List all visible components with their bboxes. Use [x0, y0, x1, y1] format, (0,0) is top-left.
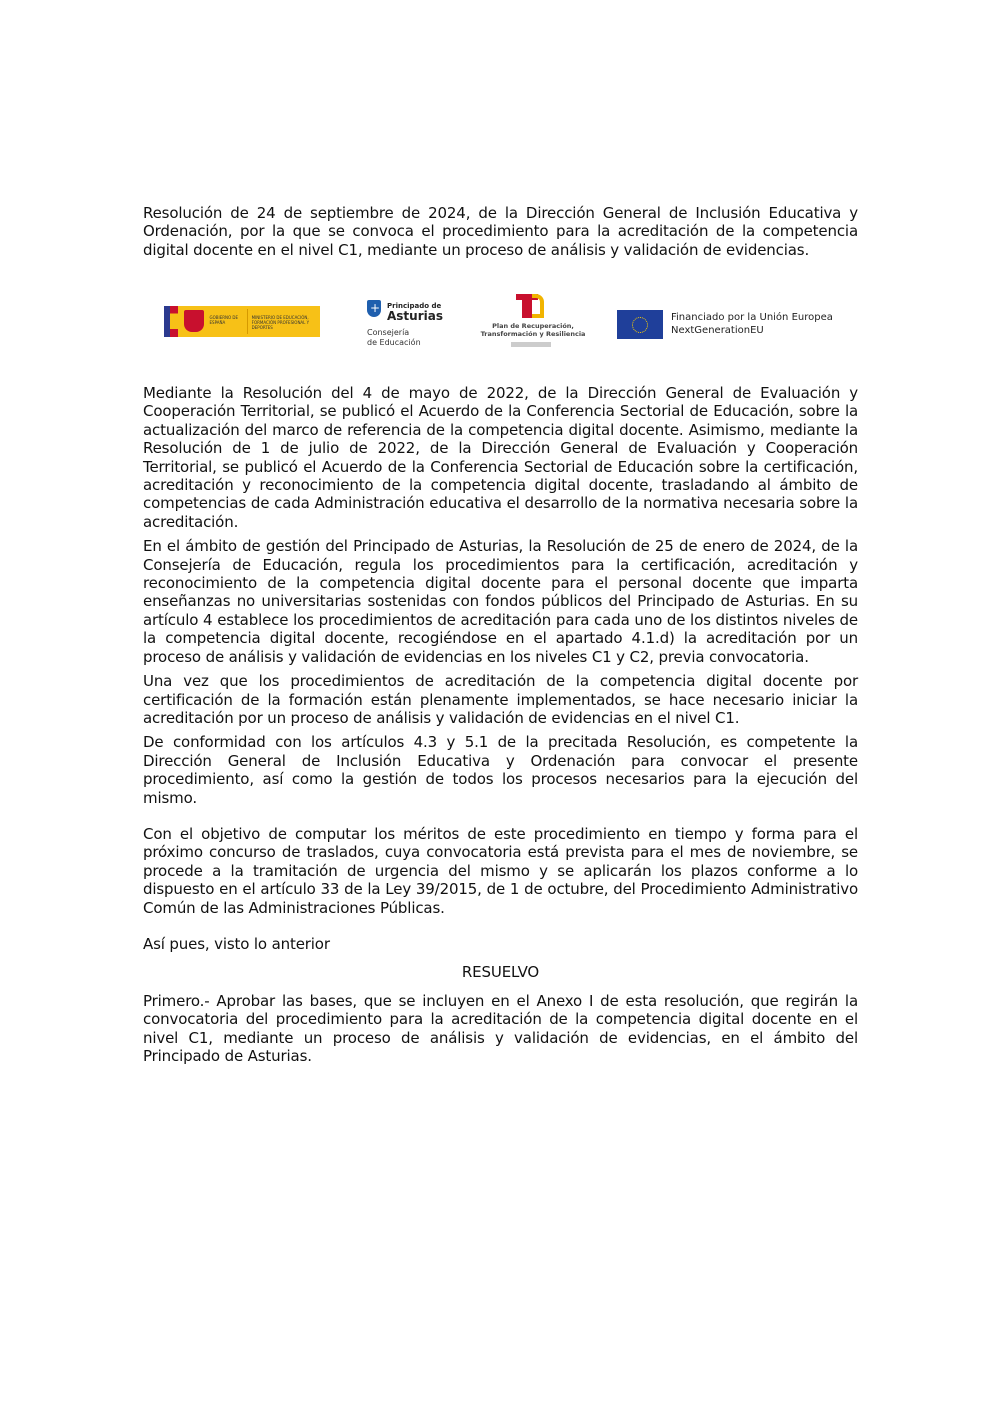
coat-of-arms-icon	[184, 310, 204, 332]
gobierno-label: GOBIERNO DE ESPAÑA	[209, 315, 239, 325]
document-page	[143, 204, 858, 1065]
ministerio-label: MINISTERIO DE EDUCACIÓN, FORMACIÓN PROFESIONAL Y DEPORTES	[251, 315, 310, 330]
paragraph: Con el objetivo de computar los méritos de este procedimiento en tiempo y forma para el próximo concurso de traslados, cuya convocatoria está prevista para el mes de noviembre, se procede a la tramitación de urgencia del mismo y se aplicarán los plazos conforme a lo dispuesto en el artículo 33 de la Ley 39/2015, de 1 de octubre, del Procedimiento Administrativo Común de las Administraciones Públicas.	[143, 824, 858, 917]
gobierno-espana-logo	[164, 306, 320, 337]
primero-paragraph: Primero.- Aprobar las bases, que se incluyen en el Anexo I de esta resolución, que regirán la convocatoria del procedimiento para la acreditación de la competencia digital docente en el nivel C1, mediante un proceso de análisis y validación de evidencias, en el ámbito del Principado de Asturias.	[143, 991, 858, 1065]
eu-nextgeneration-logo: Financiado por la Unión Europea NextGenerationEU	[617, 310, 847, 340]
asturias-shield-icon	[367, 300, 381, 317]
resuelvo-heading: RESUELVO	[461, 963, 540, 982]
asturias-logo: + Principado de Asturias Consejería de Educación	[367, 296, 447, 350]
paragraph: Así pues, visto lo anterior	[143, 934, 330, 953]
paragraph: Mediante la Resolución del 4 de mayo de 2022, de la Dirección General de Evaluación y Cooperación Territorial, se publicó el Acuerdo de la Conferencia Sectorial de Educación, sobre la actualización del marco de referencia de la competencia digital docente. Asimismo, mediante la Resolución de 1 de julio de 2022, de la Dirección General de Evaluación y Cooperación Territorial, se publicó el Acuerdo de la Conferencia Sectorial de Educación sobre la certificación, acreditación y reconocimiento de la competencia digital docente, trasladando al ámbito de competencias de cada Administración educativa el desarrollo de la normativa necesaria sobre la acreditación.	[143, 384, 858, 531]
prtr-logo: Plan de Recuperación, Transformación y Resiliencia	[478, 292, 588, 352]
logos-banner	[143, 292, 858, 352]
eu-spain-flag-icon	[164, 306, 178, 337]
document-body	[143, 384, 858, 1071]
paragraph: De conformidad con los artículos 4.3 y 5.1 de la precitada Resolución, es competente la Dirección General de Inclusión Educativa y Ordenación para convocar el presente procedimiento, así como la gestión de todos los procesos necesarios para la ejecución del mismo.	[143, 733, 858, 807]
eu-flag-icon	[617, 310, 663, 339]
document-title: Resolución de 24 de septiembre de 2024, de la Dirección General de Inclusión Educativa y Ordenación, por la que se convoca el procedimiento para la acreditación de la competencia digital docente en el nivel C1, mediante un proceso de análisis y validación de evidencias.	[143, 204, 858, 259]
paragraph: En el ámbito de gestión del Principado de Asturias, la Resolución de 25 de enero de 2024, de la Consejería de Educación, regula los procedimientos para la certificación, acreditación y reconocimiento de la competencia digital docente para el personal docente que imparta enseñanzas no universitarias sostenidas con fondos públicos del Principado de Asturias. En su artículo 4 establece los procedimientos de acreditación para cada uno de los distintos niveles de la competencia digital docente, recogiéndose en el apartado 4.1.d) la acreditación por un proceso de análisis y validación de evidencias en los niveles C1 y C2, previa convocatoria.	[143, 537, 858, 666]
paragraph: Una vez que los procedimientos de acreditación de la competencia digital docente por certificación de la formación están plenamente implementados, se hace necesario iniciar la acreditación por un proceso de análisis y validación de evidencias en el nivel C1.	[143, 672, 858, 727]
